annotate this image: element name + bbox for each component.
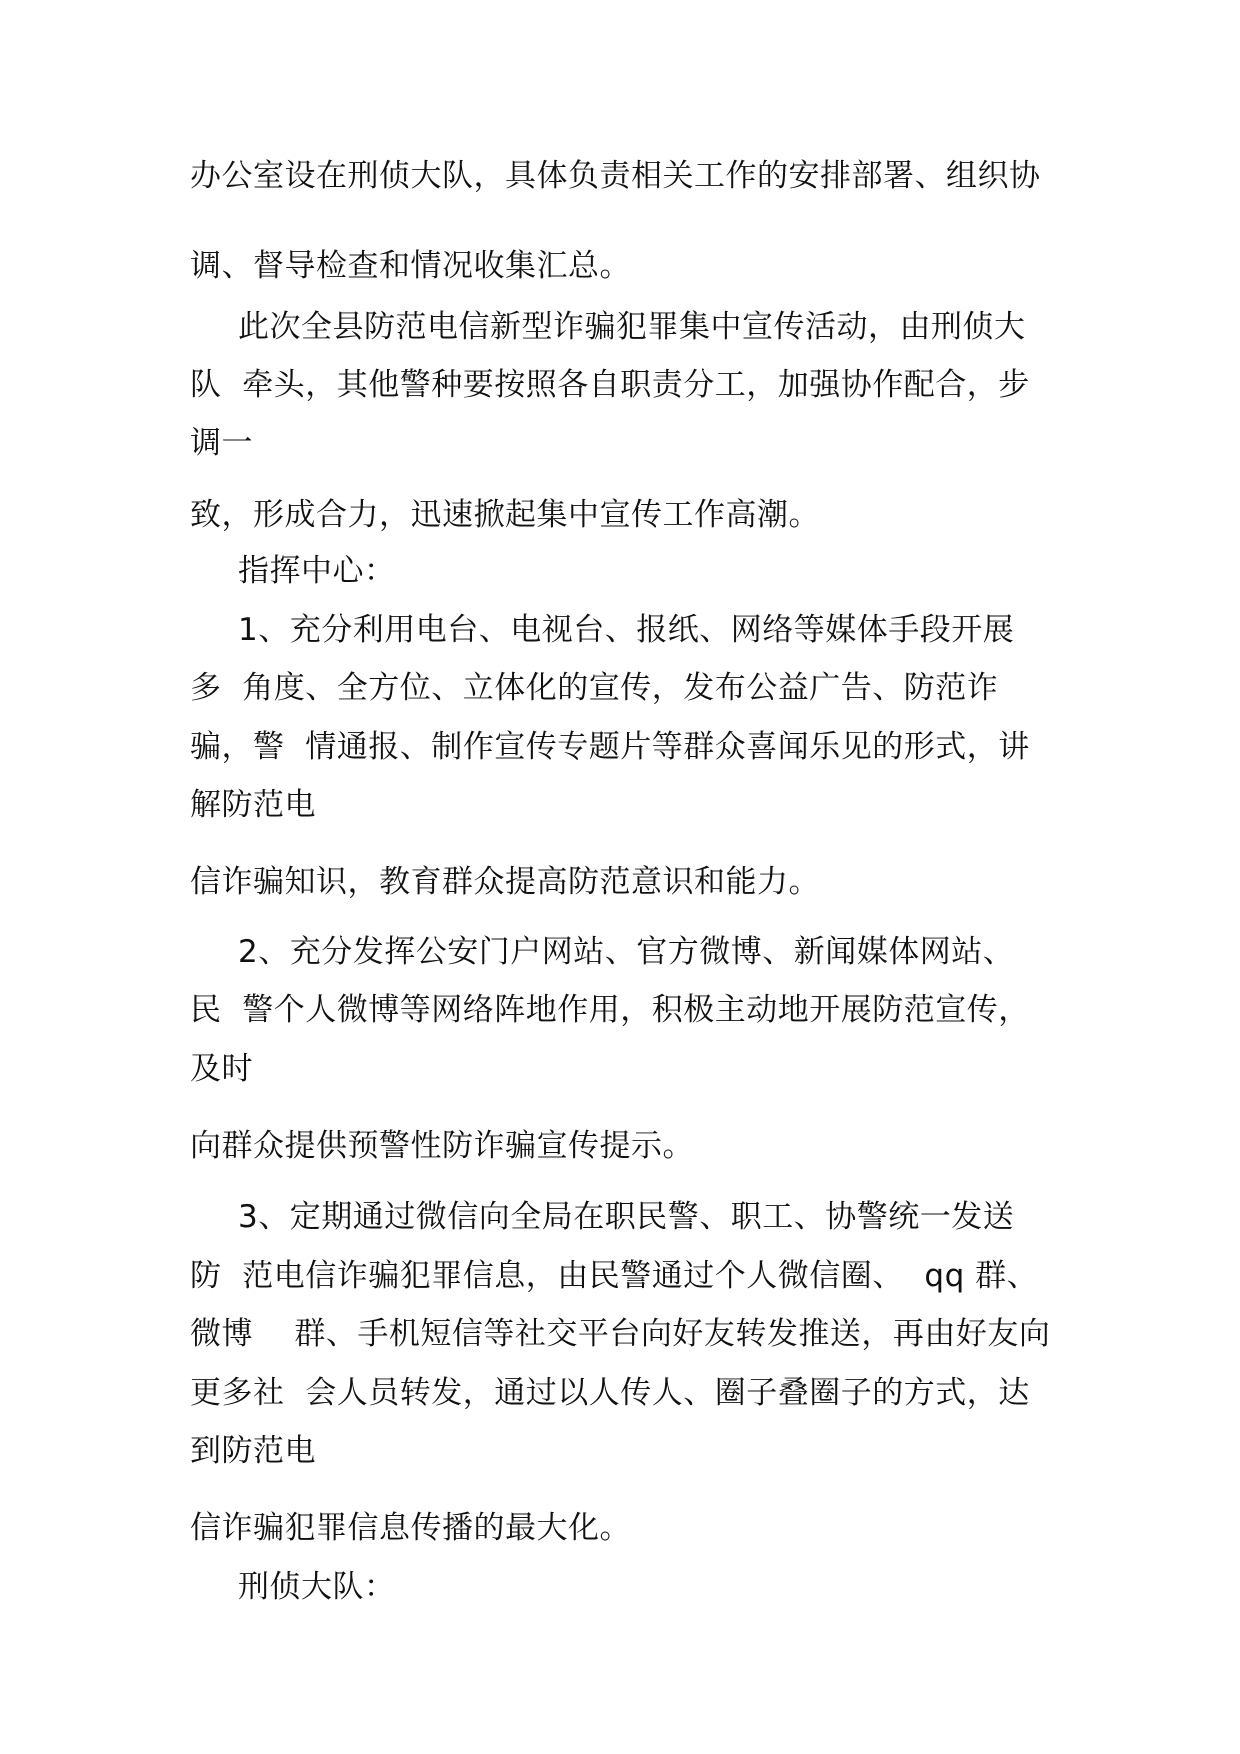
text-line: 防 范电信诈骗犯罪信息，由民警通过个人微信圈、 qq 群、 <box>190 1258 1039 1294</box>
text-line: 骗，警 情通报、制作宣传专题片等群众喜闻乐见的形式，讲 <box>190 729 1030 765</box>
text-line: 调、督导检查和情况收集汇总。 <box>190 248 631 284</box>
text-line: 多 角度、全方位、立体化的宣传，发布公益广告、防范诈 <box>190 670 999 706</box>
text-line: 及时 <box>190 1051 253 1087</box>
text-line: 解防范电 <box>190 787 316 823</box>
text-line: 向群众提供预警性防诈骗宣传提示。 <box>190 1128 694 1164</box>
text-line: 办公室设在刑侦大队，具体负责相关工作的安排部署、组织协 <box>190 158 1041 194</box>
section-heading: 指挥中心： <box>238 553 396 589</box>
text-line: 队 牵头，其他警种要按照各自职责分工，加强协作配合，步 <box>190 367 1030 403</box>
text-line: 信诈骗知识，教育群众提高防范意识和能力。 <box>190 864 820 900</box>
text-line: 3、定期通过微信向全局在职民警、职工、协警统一发送 <box>238 1199 1015 1235</box>
text-line: 致，形成合力，迅速掀起集中宣传工作高潮。 <box>190 497 820 533</box>
text-line: 1、充分利用电台、电视台、报纸、网络等媒体手段开展 <box>238 612 1015 648</box>
text-line: 到防范电 <box>190 1433 316 1469</box>
text-line: 微博 群、手机短信等社交平台向好友转发推送，再由好友向 <box>190 1316 1051 1352</box>
text-line: 调一 <box>190 425 253 461</box>
text-line: 民 警个人微博等网络阵地作用，积极主动地开展防范宣传， <box>190 992 1030 1028</box>
text-line: 2、充分发挥公安门户网站、官方微博、新闻媒体网站、 <box>238 934 1015 970</box>
text-line: 此次全县防范电信新型诈骗犯罪集中宣传活动，由刑侦大 <box>238 309 1026 345</box>
text-line: 更多社 会人员转发，通过以人传人、圈子叠圈子的方式，达 <box>190 1375 1030 1411</box>
section-heading: 刑侦大队： <box>238 1569 396 1605</box>
text-line: 信诈骗犯罪信息传播的最大化。 <box>190 1510 631 1546</box>
